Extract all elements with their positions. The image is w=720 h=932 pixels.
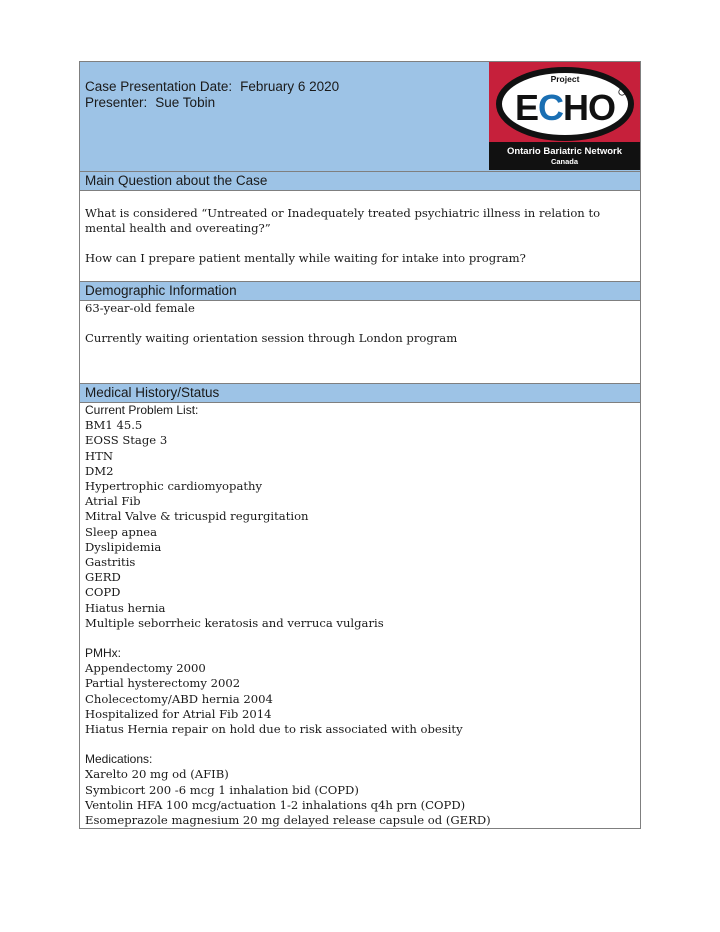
list-item: Xarelto 20 mg od (AFIB)	[85, 767, 229, 782]
logo-echo-e: E	[514, 87, 539, 128]
medical-history-title: Medical History/Status	[80, 384, 640, 403]
logo-network-name: Ontario Bariatric Network	[506, 146, 623, 157]
presentation-date-label: Case Presentation Date:	[85, 79, 233, 94]
list-item: Hiatus Hernia repair on hold due to risk associated with obesity	[85, 722, 463, 737]
list-item: Hiatus hernia	[85, 600, 166, 615]
list-item: HTN	[85, 448, 113, 463]
main-question-body	[80, 191, 640, 282]
main-question-title: Main Question about the Case	[80, 172, 640, 191]
pmhx-list	[85, 661, 640, 737]
list-item: Hypertrophic cardiomyopathy	[85, 479, 263, 494]
presenter-value: Sue Tobin	[155, 95, 216, 110]
list-item: Atrial Fib	[85, 494, 141, 509]
header-text	[80, 62, 489, 171]
medications-label: Medications:	[85, 752, 153, 767]
demographic-body	[80, 301, 640, 384]
echo-logo-oval	[489, 62, 640, 142]
list-item: Dyslipidemia	[85, 539, 162, 554]
pmhx-label: PMHx:	[85, 646, 121, 661]
echo-logo-emblem	[489, 62, 640, 142]
presentation-date-line	[85, 79, 489, 95]
logo-echo-ho: HO	[563, 87, 616, 128]
list-item: Hospitalized for Atrial Fib 2014	[85, 706, 272, 721]
list-item: EOSS Stage 3	[85, 433, 168, 448]
list-item: GERD	[85, 570, 121, 585]
demographic-title: Demographic Information	[80, 282, 640, 301]
presenter-label: Presenter:	[85, 95, 148, 110]
form-header	[80, 62, 640, 172]
list-item: Multiple seborrheic keratosis and verruca vulgaris	[85, 615, 384, 630]
list-item: COPD	[85, 585, 121, 600]
medical-history-body	[80, 403, 640, 828]
list-item: Mitral Valve & tricuspid regurgitation	[85, 509, 309, 524]
problem-list-label: Current Problem List:	[85, 403, 199, 417]
logo-echo-c: C	[538, 87, 564, 128]
presentation-date-value: February 6 2020	[240, 79, 340, 94]
list-item: Partial hysterectomy 2002	[85, 676, 241, 691]
list-item: Sleep apnea	[85, 524, 158, 539]
demographic-line-1: 63-year-old female	[85, 301, 195, 315]
list-item: DM2	[85, 463, 114, 478]
logo-country: Canada	[550, 157, 579, 166]
list-item: BM1 45.5	[85, 418, 143, 433]
list-item: Appendectomy 2000	[85, 661, 206, 676]
list-item: Gastritis	[85, 555, 136, 570]
list-item: Cholecectomy/ABD hernia 2004	[85, 691, 273, 706]
logo-network-band	[489, 142, 640, 170]
main-question-q1: What is considered “Untreated or Inadequately treated psychiatric illness in relation to mental health and overeating?”	[85, 206, 601, 236]
logo-echo-text	[515, 87, 615, 128]
list-item: Ventolin HFA 100 mcg/actuation 1-2 inhalations q4h prn (COPD)	[85, 797, 466, 812]
medications-list	[85, 767, 640, 828]
project-echo-logo	[489, 62, 640, 170]
list-item: Symbicort 200 -6 mcg 1 inhalation bid (COPD)	[85, 782, 359, 797]
main-question-q2: How can I prepare patient mentally while waiting for intake into program?	[85, 251, 526, 266]
list-item: Esomeprazole magnesium 20 mg delayed release capsule od (GERD)	[85, 813, 491, 828]
demographic-line-2: Currently waiting orientation session through London program	[85, 331, 458, 346]
logo-project-text: Project	[550, 74, 580, 84]
problem-list	[85, 418, 640, 631]
case-presentation-form	[79, 61, 641, 829]
presenter-line	[85, 95, 489, 111]
